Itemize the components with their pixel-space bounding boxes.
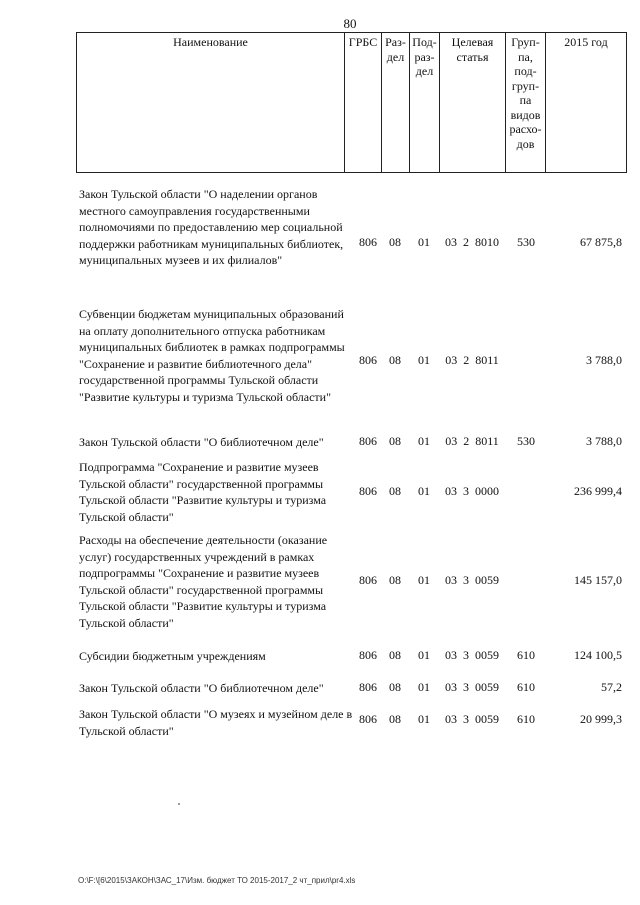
row-grbs: 806 bbox=[359, 434, 377, 448]
row-name: Закон Тульской области "О музеях и музейном деле в Тульской области" bbox=[79, 707, 353, 738]
row-amount: 124 100,5 bbox=[574, 648, 622, 662]
scan-speck bbox=[178, 803, 180, 805]
row-name: Субсидии бюджетным учреждениям bbox=[79, 649, 266, 663]
row-podrazdel: 01 bbox=[418, 235, 430, 249]
row-amount: 236 999,4 bbox=[574, 484, 622, 498]
row-podrazdel: 01 bbox=[418, 712, 430, 726]
row-amount: 145 157,0 bbox=[574, 573, 622, 587]
row-podrazdel: 01 bbox=[418, 434, 430, 448]
row-name: Закон Тульской области "О библиотечном деле" bbox=[79, 681, 324, 695]
row-amount: 20 999,3 bbox=[580, 712, 622, 726]
row-target: 03 2 8010 bbox=[445, 235, 499, 249]
row-amount: 57,2 bbox=[601, 680, 622, 694]
header-razdel: Раз- дел bbox=[381, 32, 409, 172]
row-name: Подпрограмма "Сохранение и развитие музеев Тульской области" государственной программы Тульской области "Развитие культуры и туризма Тульской области" bbox=[79, 460, 327, 524]
row-amount: 3 788,0 bbox=[586, 353, 622, 367]
row-razdel: 08 bbox=[389, 484, 401, 498]
row-target: 03 3 0000 bbox=[445, 484, 499, 498]
row-grbs: 806 bbox=[359, 573, 377, 587]
row-group: 530 bbox=[517, 434, 535, 448]
row-group: 530 bbox=[517, 235, 535, 249]
row-grbs: 806 bbox=[359, 648, 377, 662]
row-group: 610 bbox=[517, 648, 535, 662]
header-group: Груп- па, под- груп- па видов расхо- дов bbox=[505, 32, 545, 172]
row-target: 03 3 0059 bbox=[445, 648, 499, 662]
row-group: 610 bbox=[517, 680, 535, 694]
row-name: Субвенции бюджетам муниципальных образований на оплату дополнительного отпуска работникам муниципальных библиотек в рамках подпрограммы "Сохранение и развитие библиотечного дела" государственной программы Тульской области "Развитие культуры и туризма Тульской области" bbox=[79, 307, 345, 404]
header-right-border bbox=[626, 32, 627, 172]
row-target: 03 3 0059 bbox=[445, 680, 499, 694]
row-amount: 3 788,0 bbox=[586, 434, 622, 448]
row-razdel: 08 bbox=[389, 235, 401, 249]
row-target: 03 3 0059 bbox=[445, 712, 499, 726]
row-razdel: 08 bbox=[389, 573, 401, 587]
row-grbs: 806 bbox=[359, 235, 377, 249]
header-name: Наименование bbox=[76, 32, 344, 172]
row-razdel: 08 bbox=[389, 434, 401, 448]
row-grbs: 806 bbox=[359, 712, 377, 726]
row-grbs: 806 bbox=[359, 484, 377, 498]
row-target: 03 3 0059 bbox=[445, 573, 499, 587]
page-number: 80 bbox=[343, 16, 357, 31]
row-podrazdel: 01 bbox=[418, 484, 430, 498]
row-razdel: 08 bbox=[389, 712, 401, 726]
header-grbs: ГРБС bbox=[344, 32, 381, 172]
row-target: 03 2 8011 bbox=[445, 353, 499, 367]
row-grbs: 806 bbox=[359, 680, 377, 694]
header-podrazdel: Под- раз- дел bbox=[409, 32, 439, 172]
file-path-footer: O:\F:\[6\2015\ЗАКОН\ЗАС_17\Изм. бюджет ТО 2015-2017_2 чт_прил\pr4.xls bbox=[78, 876, 356, 885]
row-name: Закон Тульской области "О наделении органов местного самоуправления государственными полномочиями по предоставлению мер социальной поддержки работникам муниципальных библиотек, муниципальных музеев и их филиалов" bbox=[79, 187, 344, 267]
row-razdel: 08 bbox=[389, 648, 401, 662]
row-target: 03 2 8011 bbox=[445, 434, 499, 448]
row-podrazdel: 01 bbox=[418, 680, 430, 694]
header-bottom-border bbox=[76, 172, 627, 173]
row-name: Расходы на обеспечение деятельности (оказание услуг) государственных учреждений в рамках подпрограммы "Сохранение и развитие музеев Тульской области" государственной программы Тульской области "Развитие культуры и туризма Тульской области" bbox=[79, 533, 328, 630]
row-group: 610 bbox=[517, 712, 535, 726]
row-podrazdel: 01 bbox=[418, 573, 430, 587]
header-target: Целевая статья bbox=[439, 32, 505, 172]
row-razdel: 08 bbox=[389, 353, 401, 367]
row-razdel: 08 bbox=[389, 680, 401, 694]
row-name: Закон Тульской области "О библиотечном деле" bbox=[79, 435, 324, 449]
row-grbs: 806 bbox=[359, 353, 377, 367]
row-podrazdel: 01 bbox=[418, 353, 430, 367]
row-amount: 67 875,8 bbox=[580, 235, 622, 249]
row-podrazdel: 01 bbox=[418, 648, 430, 662]
header-year: 2015 год bbox=[545, 32, 626, 172]
